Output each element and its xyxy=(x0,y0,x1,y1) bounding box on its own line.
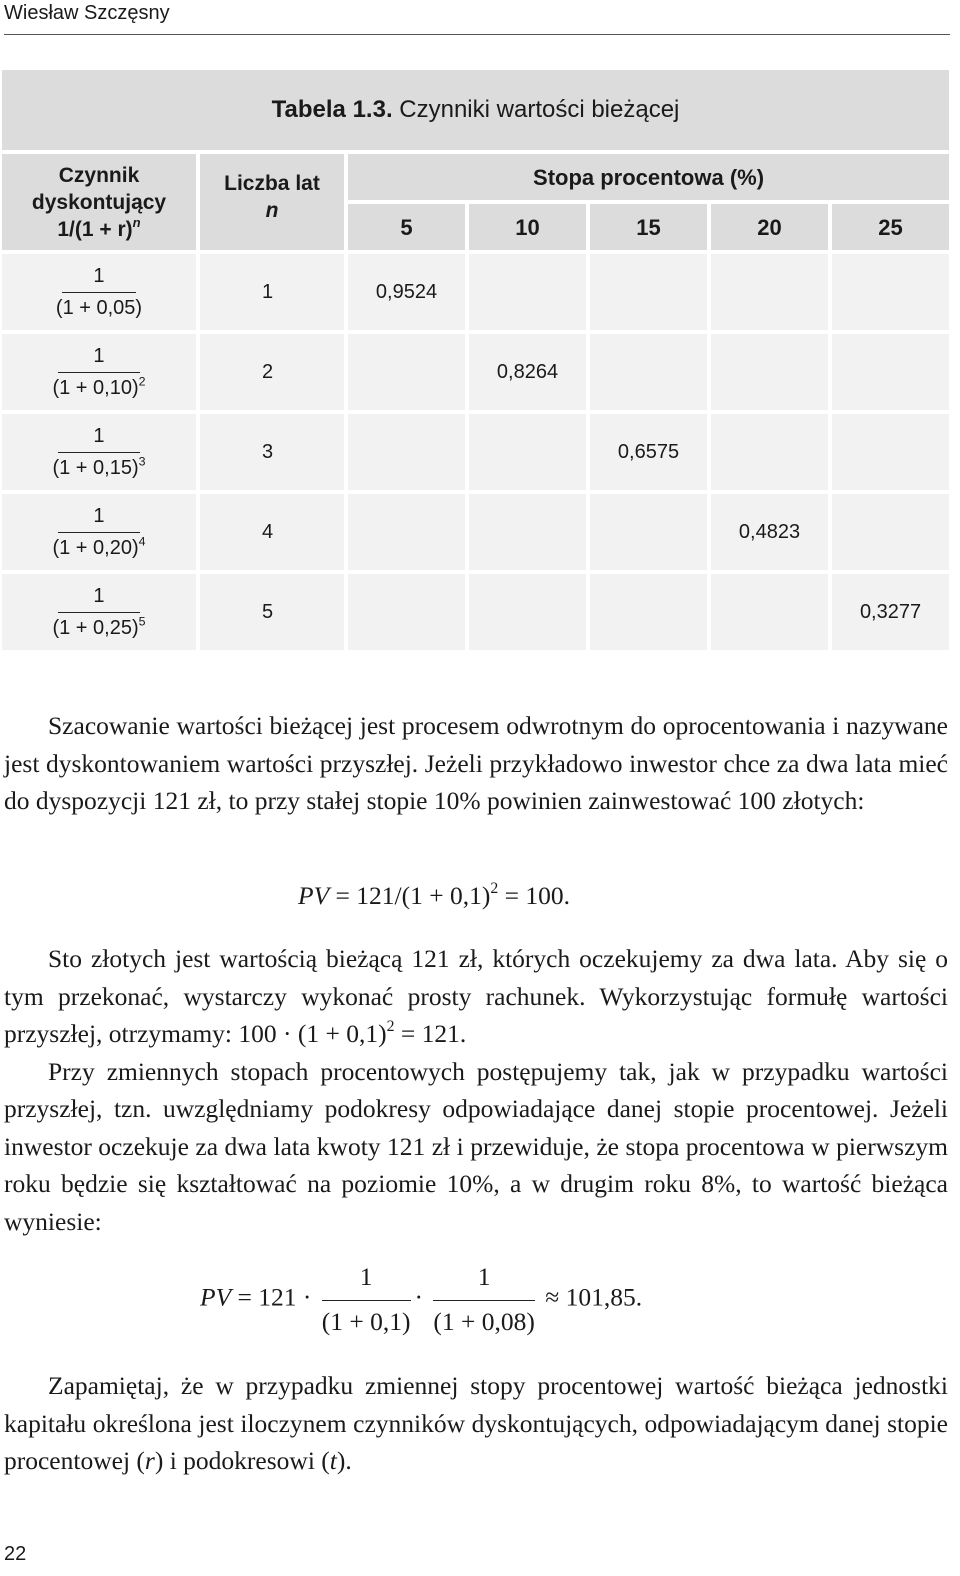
running-head xyxy=(4,0,950,35)
value-cell xyxy=(711,254,828,330)
col-header-factor xyxy=(2,154,196,250)
discount-fraction: $\frac{1}{(1 + 0,25)^5}$ xyxy=(52,584,146,639)
value-cell: 0,4823 xyxy=(711,494,828,570)
value-cell xyxy=(348,414,465,490)
value-cell xyxy=(832,414,949,490)
formula2-lhs: = 121 · xyxy=(231,1282,312,1312)
rate-header-3: 20 xyxy=(711,204,828,250)
col-header-years-label: Liczba lat xyxy=(224,172,320,195)
value-cell xyxy=(469,494,586,570)
col-header-years-symbol: n xyxy=(265,199,279,222)
factor-cell xyxy=(2,574,196,650)
col-header-years xyxy=(200,154,344,250)
col-header-factor-line2: dyskontujący xyxy=(31,190,167,214)
value-cell xyxy=(590,334,707,410)
factors-table xyxy=(0,66,953,654)
rate-header-1: 10 xyxy=(469,204,586,250)
discount-fraction: $\frac{1}{(1 + 0,20)^4}$ xyxy=(52,504,146,559)
factor-cell xyxy=(2,334,196,410)
factor-cell xyxy=(2,414,196,490)
paragraph-3-text: Przy zmiennych stopach procentowych postępujemy tak, jak w przypadku wartości przyszłej, tzn. uwzględniamy podokresy odpowiadające danej stopie procentowej. Jeżeli inwestor oczekuje za dwa lata kwoty 121 zł i przewiduje, że stopa procentowa w pierwszym roku będzie się kształtować na poziomie 10%, a w drugim roku 8%, to wartość bieżąca wyniesie: xyxy=(4,1056,948,1236)
formula-pv-symbol: PV xyxy=(298,881,330,910)
formula2-fraction-1: $\frac{1}{(1 + 0,1)}$ xyxy=(321,1262,411,1336)
formula-pv-simple xyxy=(298,881,570,911)
value-cell xyxy=(469,574,586,650)
paragraph-4 xyxy=(4,1367,948,1480)
table-caption-label: Tabela 1.3. xyxy=(271,96,393,123)
table-row xyxy=(2,414,949,490)
discount-fraction: $\frac{1}{(1 + 0,15)^3}$ xyxy=(52,424,146,479)
table-body xyxy=(2,254,949,650)
value-cell xyxy=(832,334,949,410)
value-cell xyxy=(832,254,949,330)
value-cell xyxy=(348,574,465,650)
col-header-factor-line1: Czynnik xyxy=(58,163,140,187)
rate-header-2: 15 xyxy=(590,204,707,250)
paragraph-1 xyxy=(4,707,948,820)
page-number: 22 xyxy=(4,1543,27,1565)
value-cell xyxy=(348,334,465,410)
paragraph-2-text: Sto złotych jest wartością bieżącą 121 zł, których oczekujemy za dwa lata. Aby się o tym przekonać, wystarczy wykonać prosty rachunek. Wykorzystując formułę wartości przyszłej, otrzymamy: $100 \cdot (1 + 0,1)^2 = 121$. xyxy=(4,944,948,1048)
paragraph-4-text: Zapamiętaj, że w przypadku zmiennej stopy procentowej wartość bieżąca jednostki kapitału określona jest iloczynem czynników dyskontujących, odpowiadającym danej stopie procentowej (r) i podokresowi (t). xyxy=(4,1371,948,1475)
discount-fraction: $\frac{1}{(1 + 0,10)^2}$ xyxy=(52,344,146,399)
years-cell: 5 xyxy=(200,574,344,650)
value-cell xyxy=(590,494,707,570)
value-cell xyxy=(832,494,949,570)
value-cell: 0,8264 xyxy=(469,334,586,410)
formula-pv-variable xyxy=(200,1262,642,1337)
years-cell: 3 xyxy=(200,414,344,490)
formula2-pv-symbol: PV xyxy=(200,1282,232,1312)
formula-pv-result: = 100. xyxy=(498,881,571,910)
years-cell: 4 xyxy=(200,494,344,570)
value-cell: 0,3277 xyxy=(832,574,949,650)
value-cell xyxy=(711,574,828,650)
table-row xyxy=(2,494,949,570)
table-caption xyxy=(2,70,949,150)
paragraph-1-text: Szacowanie wartości bieżącej jest procesem odwrotnym do oprocentowania i nazywane jest dyskontowaniem wartości przyszłej. Jeżeli przykładowo inwestor chce za dwa lata mieć do dyspozycji 121 zł, to przy stałej stopie 10% powinien zainwestować 100 złotych: xyxy=(4,711,948,815)
formula-pv-expression: = 121/(1 + 0,1) xyxy=(329,881,491,910)
formula-pv-exponent: 2 xyxy=(490,879,499,897)
formula2-result: ≈ 101,85. xyxy=(545,1282,643,1312)
rate-header-0: 5 xyxy=(348,204,465,250)
value-cell: 0,6575 xyxy=(590,414,707,490)
author-name: Wiesław Szczęsny xyxy=(4,2,170,24)
table-row xyxy=(2,574,949,650)
present-value-table xyxy=(2,66,950,654)
col-header-rate: Stopa procentowa (%) xyxy=(348,154,949,200)
value-cell xyxy=(469,254,586,330)
formula2-dot: · xyxy=(414,1282,424,1312)
value-cell xyxy=(590,254,707,330)
table-row xyxy=(2,254,949,330)
discount-fraction: $\frac{1}{(1 + 0,05)}$ xyxy=(55,264,143,319)
years-cell: 1 xyxy=(200,254,344,330)
table-caption-title: Czynniki wartości bieżącej xyxy=(399,96,680,123)
value-cell xyxy=(348,494,465,570)
formula2-fraction-2: $\frac{1}{(1 + 0,08)}$ xyxy=(433,1262,535,1336)
value-cell xyxy=(711,414,828,490)
value-cell xyxy=(469,414,586,490)
table-row xyxy=(2,334,949,410)
factor-cell xyxy=(2,254,196,330)
value-cell xyxy=(711,334,828,410)
factor-cell xyxy=(2,494,196,570)
value-cell: 0,9524 xyxy=(348,254,465,330)
paragraph-2 xyxy=(4,940,948,1240)
years-cell: 2 xyxy=(200,334,344,410)
col-header-factor-formula: $1/(1 + r)^n$ xyxy=(57,214,141,241)
rate-header-4: 25 xyxy=(832,204,949,250)
value-cell xyxy=(590,574,707,650)
